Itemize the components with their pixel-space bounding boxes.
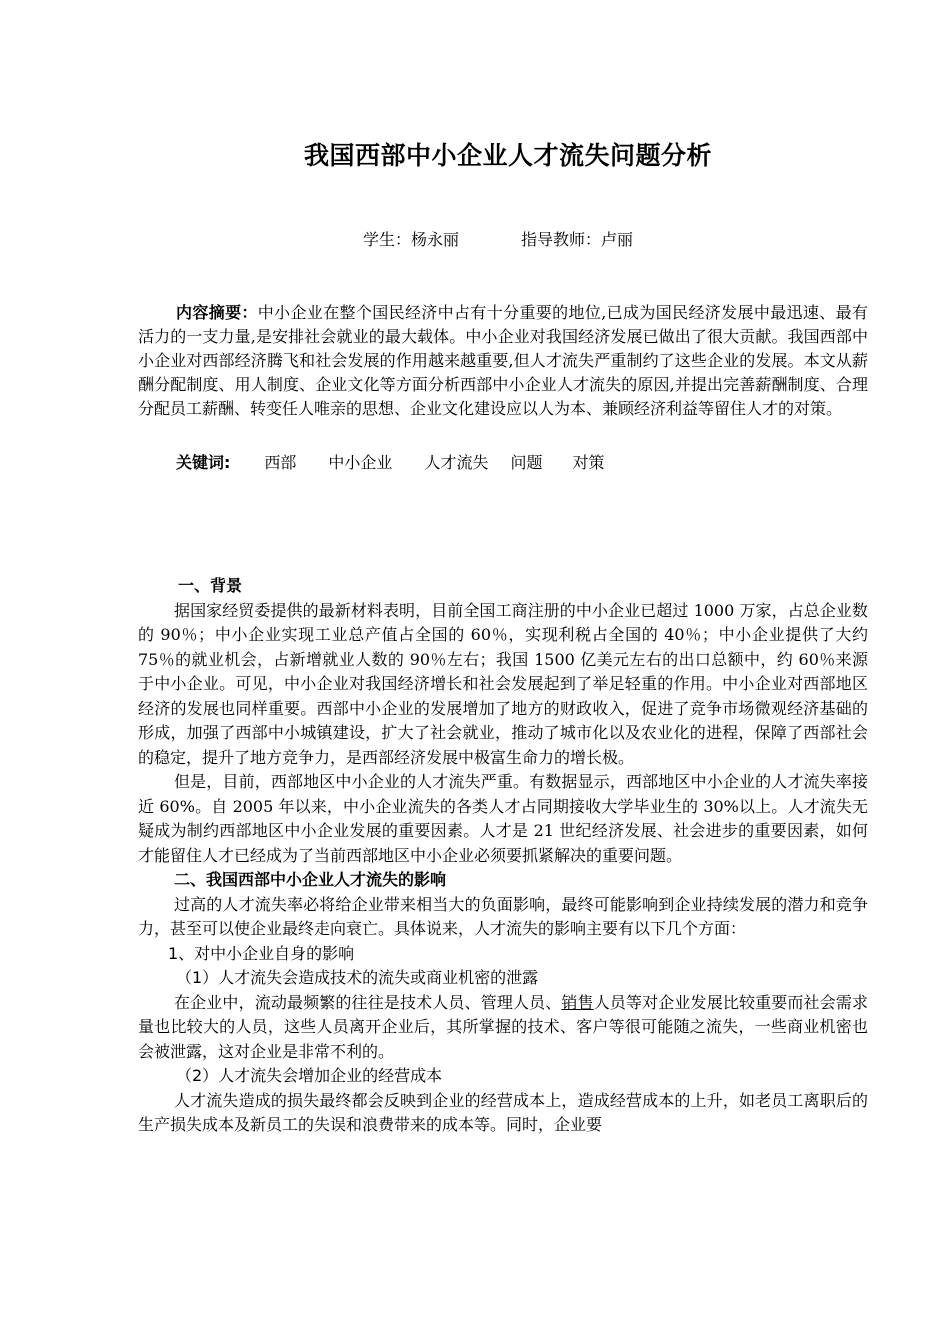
subsubsection-heading: （1）人才流失会造成技术的流失或商业机密的泄露 (176, 968, 539, 987)
paragraph: 据国家经贸委提供的最新材料表明，目前全国工商注册的中小企业已超过 1000 万家，占总企业数的 90％；中小企业实现工业总产值占全国的 60％，实现利税占全国的 40％；中小企业提供了大约 75％的就业机会，占新增就业人数的 90％左右；我国 1500 亿美元左右的出口总额中，约 60％来源于中小企业。可见，中小企业对我国经济增长和社会发展起到了举足轻重的作用。中小企业对西部地区经济的发展也同样重要。西部中小企业的发展增加了地方的财政收入，促进了竞争市场微观经济基础的形成，加强了西部中小城镇建设，扩大了社会就业，推动了城市化以及农业化的进程，保障了西部社会的稳定，提升了地方竞争力，是西部经济发展中极富生命力的增长极。 (138, 600, 868, 767)
body-text (138, 574, 868, 1138)
paragraph: 但是，目前，西部地区中小企业的人才流失严重。有数据显示，西部地区中小企业的人才流失率接近 60%。自 2005 年以来，中小企业流失的各类人才占同期接收大学毕业生的 30%以上。人才流失无疑成为制约西部地区中小企业发展的重要因素。人才是 21 世纪经济发展、社会进步的重要因素，如何才能留住人才已经成为了当前西部地区中小企业必须要抓紧解决的重要问题。 (138, 772, 868, 865)
subsubsection-heading: （2）人才流失会增加企业的经营成本 (176, 1066, 443, 1085)
keyword: 人才流失 (424, 453, 489, 472)
subsection-heading: 1、对中小企业自身的影响 (168, 943, 355, 963)
paragraph-text: 在企业中，流动最频繁的往往是技术人员、管理人员、 (174, 992, 562, 1012)
author-line (0, 227, 950, 250)
abstract (138, 301, 868, 421)
keyword: 中小企业 (328, 453, 393, 472)
keyword: 对策 (572, 453, 605, 472)
underlined-term: 销售 (561, 992, 594, 1012)
abstract-label: 内容摘要： (176, 303, 258, 322)
advisor-name: 卢丽 (601, 230, 634, 249)
keywords-line (176, 450, 604, 473)
keyword: 西部 (264, 453, 297, 472)
advisor-label: 指导教师： (521, 230, 602, 249)
keywords-label: 关键词: (176, 453, 231, 472)
section-heading-impact: 二、我国西部中小企业人才流失的影响 (174, 870, 447, 889)
abstract-text: 中小企业在整个国民经济中占有十分重要的地位,已成为国民经济发展中最迅速、最有活力的一支力量,是安排社会就业的最大载体。中小企业对我国经济发展已做出了很大贡献。我国西部中小企业对西部经济腾飞和社会发展的作用越来越重要,但人才流失严重制约了这些企业的发展。本文从薪酬分配制度、用人制度、企业文化等方面分析西部中小企业人才流失的原因,并提出完善薪酬制度、合理分配员工薪酬、转变任人唯亲的思想、企业文化建设应以人为本、兼顾经济利益等留住人才的对策。 (138, 303, 868, 418)
paragraph: 过高的人才流失率必将给企业带来相当大的负面影响，最终可能影响到企业持续发展的潜力和竞争力，甚至可以使企业最终走向衰亡。具体说来，人才流失的影响主要有以下几个方面： (138, 894, 868, 938)
paragraph (138, 991, 868, 1065)
student-name: 杨永丽 (410, 230, 459, 249)
paragraph: 人才流失造成的损失最终都会反映到企业的经营成本上，造成经营成本的上升，如老员工离职后的生产损失成本及新员工的失误和浪费带来的成本等。同时，企业要 (138, 1090, 868, 1134)
paper-title: 我国西部中小企业人才流失问题分析 (303, 141, 712, 170)
section-heading-background: 一、背景 (178, 576, 243, 595)
keyword: 问题 (510, 453, 543, 472)
paragraph-text: 人员等对企业发展比较重要而社会需求量也比较大的人员，这些人员离开企业后，其所掌握的技术、客户等很可能随之流失，一些商业机密也会被泄露，这对企业是非常不利的。 (138, 992, 868, 1061)
student-label: 学生： (362, 230, 411, 249)
